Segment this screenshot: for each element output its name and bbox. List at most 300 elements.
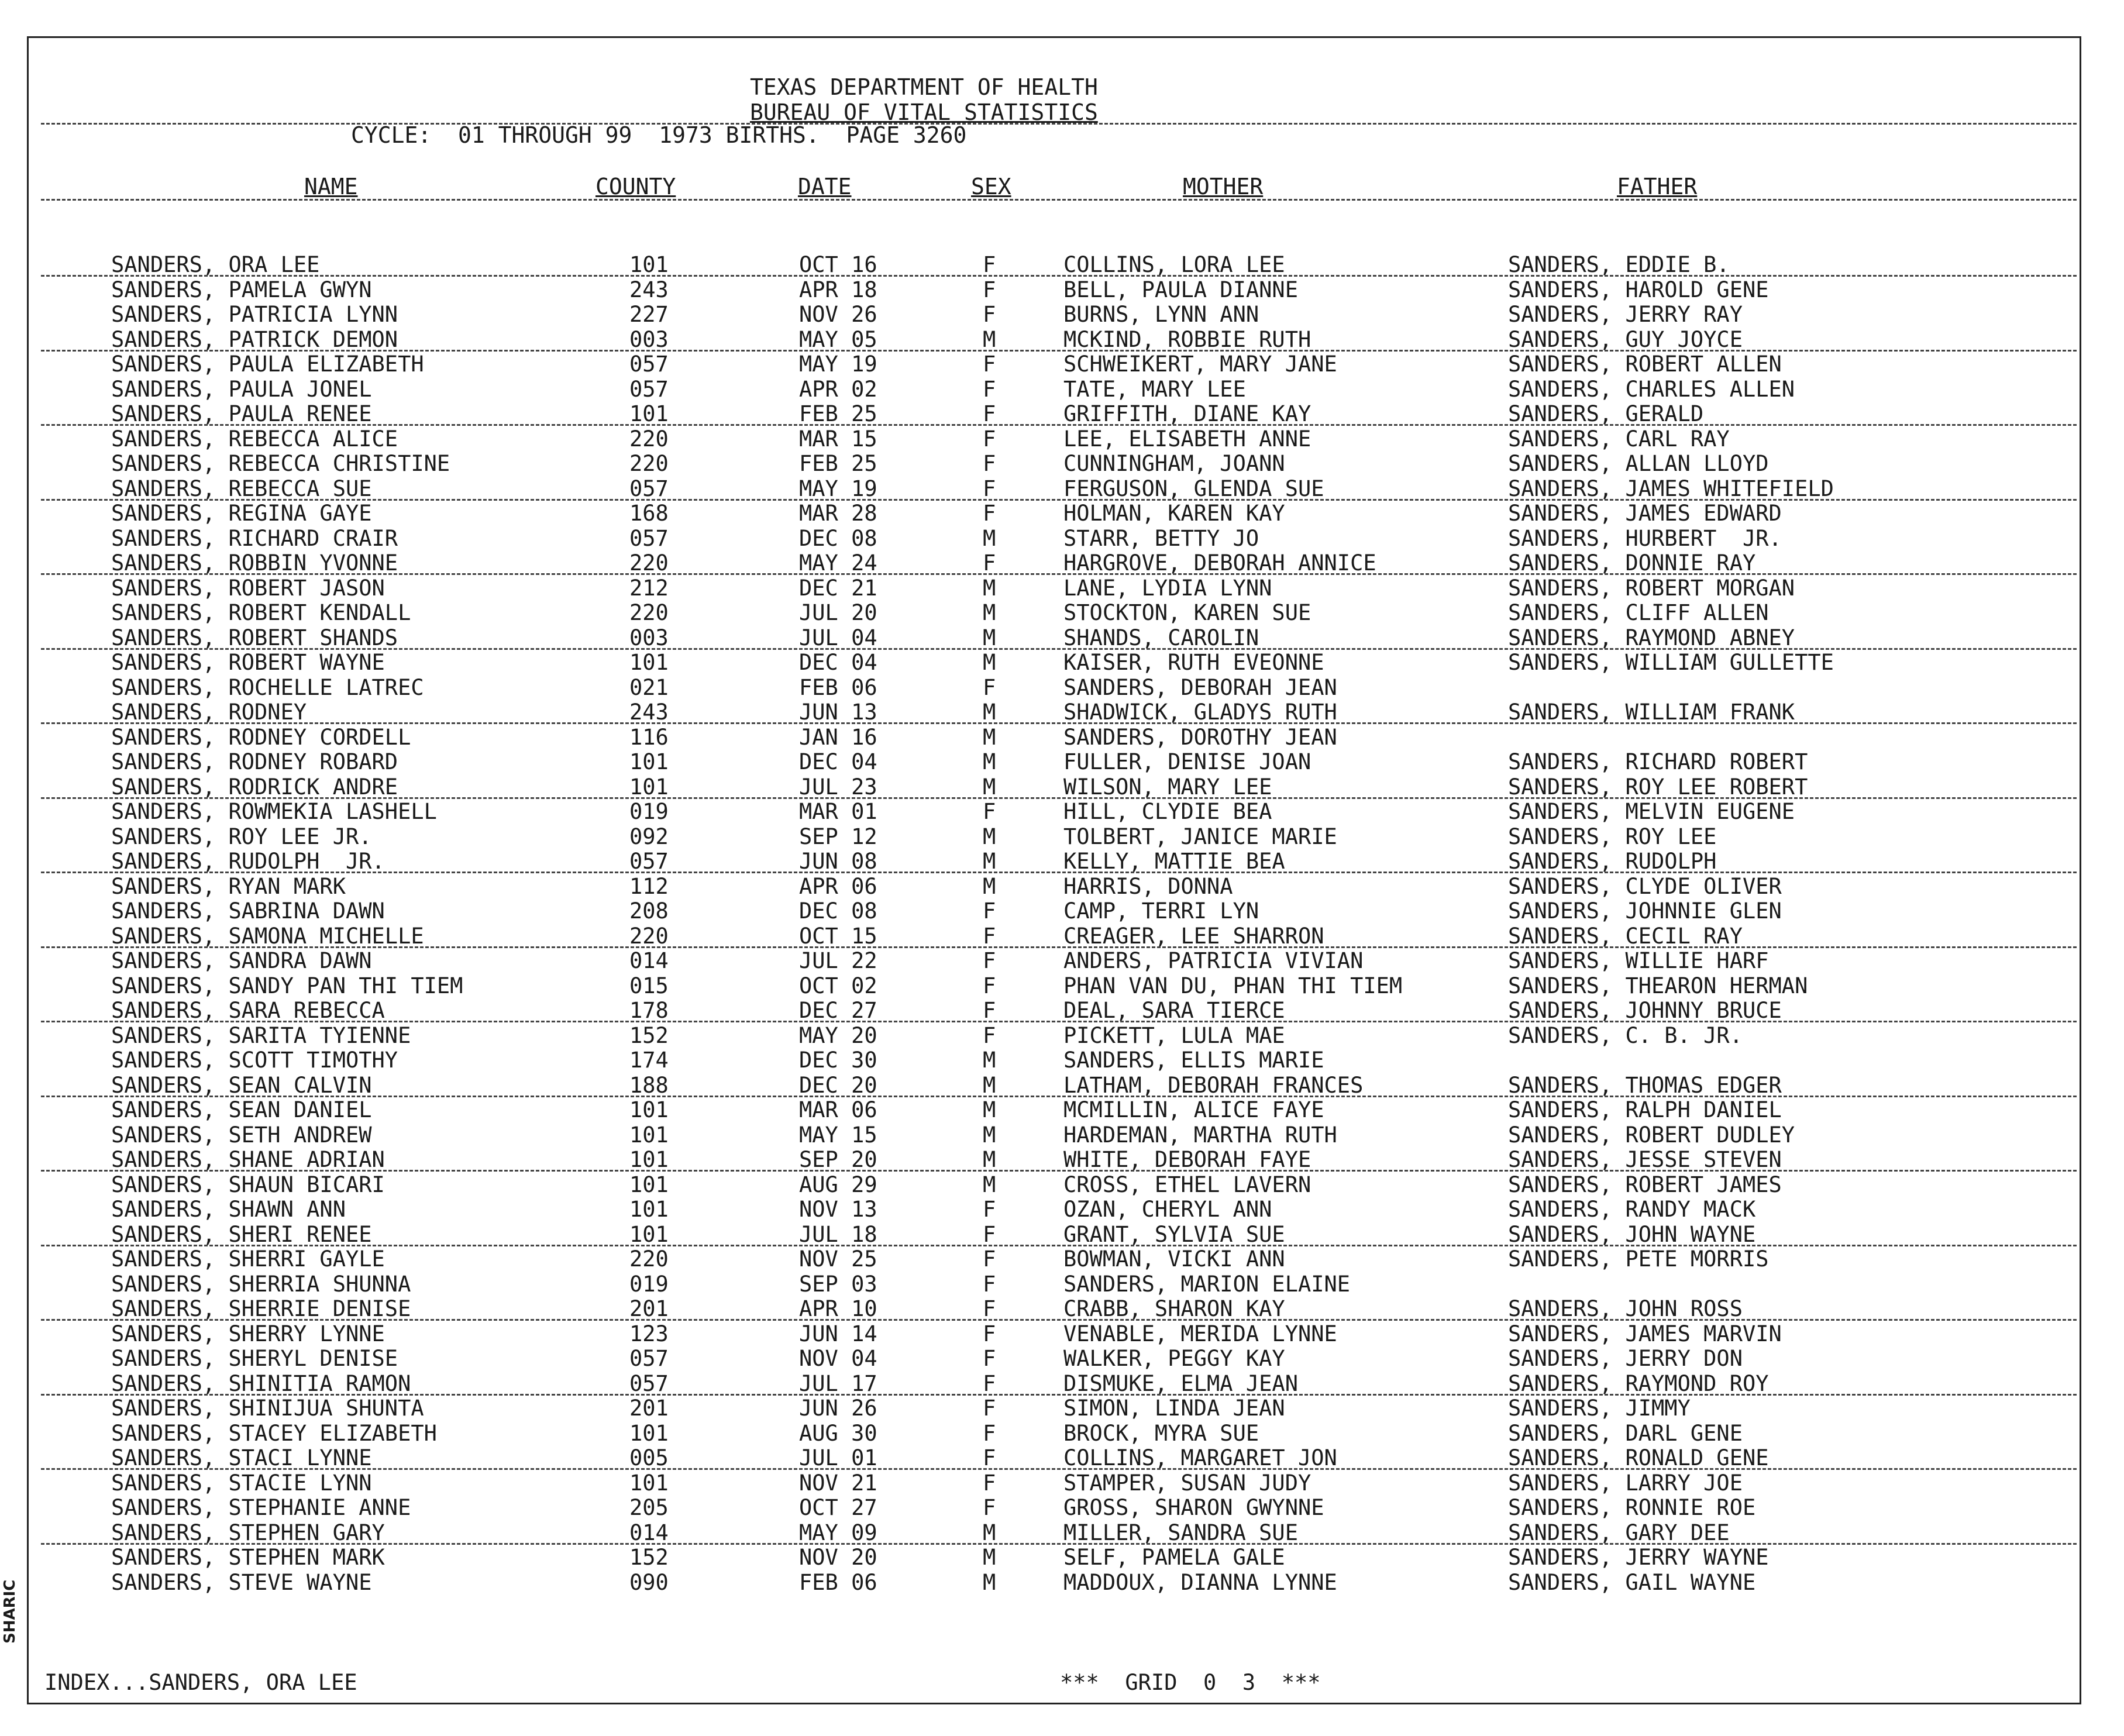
cell-sex: F	[983, 451, 996, 476]
cell-father: SANDERS, EDDIE B.	[1508, 252, 1730, 277]
cell-mother: SANDERS, ELLIS MARIE	[1063, 1048, 1324, 1073]
cell-name: SANDERS, REBECCA CHRISTINE	[111, 451, 450, 476]
cell-county: 101	[629, 1147, 669, 1172]
cell-sex: F	[983, 401, 996, 426]
cell-mother: SCHWEIKERT, MARY JANE	[1063, 352, 1337, 377]
col-name-heading: NAME	[304, 174, 358, 199]
header-subtitle: BUREAU OF VITAL STATISTICS	[750, 99, 1098, 125]
cell-date: FEB 25	[799, 451, 877, 476]
cell-name: SANDERS, PATRICIA LYNN	[111, 302, 398, 327]
cell-sex: M	[983, 1545, 996, 1570]
cell-mother: BURNS, LYNN ANN	[1063, 302, 1259, 327]
cell-date: AUG 29	[799, 1172, 877, 1197]
cell-father: SANDERS, JAMES EDWARD	[1508, 501, 1782, 526]
cell-name: SANDERS, PATRICK DEMON	[111, 327, 398, 352]
cell-mother: COLLINS, LORA LEE	[1063, 252, 1285, 277]
footer-grid: *** GRID 0 3 ***	[1060, 1670, 1321, 1695]
cell-sex: F	[983, 1296, 996, 1321]
cell-date: DEC 21	[799, 576, 877, 601]
cell-sex: F	[983, 277, 996, 302]
cell-county: 101	[629, 1122, 669, 1148]
cell-mother: STAMPER, SUSAN JUDY	[1063, 1470, 1311, 1496]
cell-mother: SIMON, LINDA JEAN	[1063, 1396, 1285, 1421]
cell-mother: WALKER, PEGGY KAY	[1063, 1346, 1285, 1371]
cell-name: SANDERS, STACEY ELIZABETH	[111, 1421, 437, 1446]
cell-name: SANDERS, SHERI RENEE	[111, 1222, 372, 1247]
cell-sex: F	[983, 1246, 996, 1272]
cell-mother: KELLY, MATTIE BEA	[1063, 849, 1285, 874]
cell-date: NOV 20	[799, 1545, 877, 1570]
cell-mother: GROSS, SHARON GWYNNE	[1063, 1495, 1324, 1520]
cell-county: 101	[629, 1470, 669, 1496]
cell-father: SANDERS, THEARON HERMAN	[1508, 973, 1808, 998]
header-rule	[41, 123, 2077, 125]
cell-name: SANDERS, ROCHELLE LATREC	[111, 675, 424, 700]
cell-date: FEB 25	[799, 401, 877, 426]
cell-date: OCT 15	[799, 924, 877, 949]
cell-sex: M	[983, 749, 996, 774]
cell-father: SANDERS, RAYMOND ABNEY	[1508, 625, 1795, 650]
cell-name: SANDERS, RICHARD CRAIR	[111, 526, 398, 551]
cell-mother: WILSON, MARY LEE	[1063, 774, 1272, 800]
cell-name: SANDERS, SANDRA DAWN	[111, 948, 372, 973]
header-title: TEXAS DEPARTMENT OF HEALTH	[750, 74, 1098, 100]
cell-name: SANDERS, SHANE ADRIAN	[111, 1147, 385, 1172]
cell-county: 101	[629, 650, 669, 675]
cell-sex: F	[983, 501, 996, 526]
cell-name: SANDERS, ROBERT SHANDS	[111, 625, 398, 650]
cell-name: SANDERS, ROBBIN YVONNE	[111, 550, 398, 576]
cell-mother: HARDEMAN, MARTHA RUTH	[1063, 1122, 1337, 1148]
col-county-heading: COUNTY	[595, 174, 676, 199]
cell-name: SANDERS, SANDY PAN THI TIEM	[111, 973, 463, 998]
cell-mother: STOCKTON, KAREN SUE	[1063, 600, 1311, 625]
cell-county: 220	[629, 600, 669, 625]
cell-county: 243	[629, 700, 669, 725]
cell-mother: SHADWICK, GLADYS RUTH	[1063, 700, 1337, 725]
cell-mother: SANDERS, DOROTHY JEAN	[1063, 725, 1337, 750]
cell-date: MAY 19	[799, 352, 877, 377]
cell-mother: HOLMAN, KAREN KAY	[1063, 501, 1285, 526]
cell-date: OCT 02	[799, 973, 877, 998]
cell-mother: FERGUSON, GLENDA SUE	[1063, 476, 1324, 501]
cell-date: NOV 13	[799, 1197, 877, 1222]
cell-father: SANDERS, WILLIAM FRANK	[1508, 700, 1795, 725]
cell-sex: F	[983, 1321, 996, 1346]
cell-father: SANDERS, JESSE STEVEN	[1508, 1147, 1782, 1172]
cell-sex: F	[983, 973, 996, 998]
col-father-heading: FATHER	[1617, 174, 1698, 199]
cell-date: JUL 18	[799, 1222, 877, 1247]
cell-county: 021	[629, 675, 669, 700]
cell-father: SANDERS, CECIL RAY	[1508, 924, 1743, 949]
cell-name: SANDERS, STACIE LYNN	[111, 1470, 372, 1496]
cell-sex: M	[983, 1097, 996, 1122]
cell-name: SANDERS, SHINITIA RAMON	[111, 1371, 411, 1396]
cell-mother: DEAL, SARA TIERCE	[1063, 998, 1285, 1023]
cell-name: SANDERS, RYAN MARK	[111, 874, 346, 899]
cell-father: SANDERS, RUDOLPH	[1508, 849, 1717, 874]
cell-sex: F	[983, 1445, 996, 1470]
cell-father: SANDERS, CLIFF ALLEN	[1508, 600, 1769, 625]
cell-name: SANDERS, PAULA ELIZABETH	[111, 352, 424, 377]
cell-sex: M	[983, 824, 996, 849]
cell-name: SANDERS, SHERRIA SHUNNA	[111, 1272, 411, 1297]
cell-mother: ANDERS, PATRICIA VIVIAN	[1063, 948, 1364, 973]
cell-county: 101	[629, 401, 669, 426]
cell-father: SANDERS, HAROLD GENE	[1508, 277, 1769, 302]
cell-mother: MILLER, SANDRA SUE	[1063, 1520, 1298, 1545]
cell-date: DEC 08	[799, 898, 877, 924]
cell-father: SANDERS, CLYDE OLIVER	[1508, 874, 1782, 899]
cell-mother: COLLINS, MARGARET JON	[1063, 1445, 1337, 1470]
cell-mother: CROSS, ETHEL LAVERN	[1063, 1172, 1311, 1197]
col-sex-heading: SEX	[971, 174, 1011, 199]
cell-sex: M	[983, 700, 996, 725]
cell-father: SANDERS, ROBERT JAMES	[1508, 1172, 1782, 1197]
cell-mother: CRABB, SHARON KAY	[1063, 1296, 1285, 1321]
cell-father: SANDERS, LARRY JOE	[1508, 1470, 1743, 1496]
cell-father: SANDERS, ROY LEE ROBERT	[1508, 774, 1808, 800]
cell-mother: DISMUKE, ELMA JEAN	[1063, 1371, 1298, 1396]
cell-sex: M	[983, 774, 996, 800]
col-date-heading: DATE	[798, 174, 852, 199]
cycle-line: CYCLE: 01 THROUGH 99 1973 BIRTHS. PAGE 3260	[351, 122, 967, 148]
cell-mother: LANE, LYDIA LYNN	[1063, 576, 1272, 601]
cell-mother: TOLBERT, JANICE MARIE	[1063, 824, 1337, 849]
cell-date: APR 10	[799, 1296, 877, 1321]
cell-date: MAY 05	[799, 327, 877, 352]
cell-county: 057	[629, 1346, 669, 1371]
cell-name: SANDERS, SHERYL DENISE	[111, 1346, 398, 1371]
cell-father: SANDERS, JERRY DON	[1508, 1346, 1743, 1371]
cell-name: SANDERS, STEVE WAYNE	[111, 1570, 372, 1595]
cell-county: 220	[629, 550, 669, 576]
cell-name: SANDERS, REBECCA SUE	[111, 476, 372, 501]
cell-mother: HARGROVE, DEBORAH ANNICE	[1063, 550, 1376, 576]
cell-date: MAY 09	[799, 1520, 877, 1545]
cell-date: DEC 20	[799, 1073, 877, 1098]
cell-name: SANDERS, ROBERT WAYNE	[111, 650, 385, 675]
cell-father: SANDERS, JAMES MARVIN	[1508, 1321, 1782, 1346]
cell-father: SANDERS, JOHN WAYNE	[1508, 1222, 1756, 1247]
cell-date: MAY 20	[799, 1023, 877, 1048]
cell-date: OCT 16	[799, 252, 877, 277]
cell-father: SANDERS, RAYMOND ROY	[1508, 1371, 1769, 1396]
cell-date: MAR 15	[799, 426, 877, 452]
cell-name: SANDERS, ORA LEE	[111, 252, 320, 277]
cell-mother: TATE, MARY LEE	[1063, 377, 1246, 402]
cell-date: DEC 04	[799, 650, 877, 675]
cell-mother: LEE, ELISABETH ANNE	[1063, 426, 1311, 452]
cell-county: 014	[629, 1520, 669, 1545]
cell-county: 101	[629, 749, 669, 774]
cell-mother: LATHAM, DEBORAH FRANCES	[1063, 1073, 1364, 1098]
heading-rule	[41, 199, 2077, 201]
cell-sex: F	[983, 799, 996, 824]
cell-sex: F	[983, 377, 996, 402]
cell-father: SANDERS, THOMAS EDGER	[1508, 1073, 1782, 1098]
cell-date: DEC 27	[799, 998, 877, 1023]
cell-sex: M	[983, 526, 996, 551]
cell-sex: M	[983, 576, 996, 601]
cell-sex: F	[983, 1421, 996, 1446]
cell-father: SANDERS, JIMMY	[1508, 1396, 1691, 1421]
cell-date: JUN 14	[799, 1321, 877, 1346]
cell-county: 101	[629, 1172, 669, 1197]
cell-father: SANDERS, C. B. JR.	[1508, 1023, 1743, 1048]
cell-father: SANDERS, MELVIN EUGENE	[1508, 799, 1795, 824]
cell-father: SANDERS, ALLAN LLOYD	[1508, 451, 1769, 476]
cell-sex: F	[983, 252, 996, 277]
cell-date: JUL 17	[799, 1371, 877, 1396]
cell-county: 188	[629, 1073, 669, 1098]
cell-mother: VENABLE, MERIDA LYNNE	[1063, 1321, 1337, 1346]
cell-county: 220	[629, 426, 669, 452]
cell-name: SANDERS, SEAN CALVIN	[111, 1073, 372, 1098]
cell-county: 227	[629, 302, 669, 327]
cell-sex: F	[983, 675, 996, 700]
cell-sex: F	[983, 1371, 996, 1396]
cell-county: 205	[629, 1495, 669, 1520]
cell-date: JUL 04	[799, 625, 877, 650]
cell-date: SEP 12	[799, 824, 877, 849]
cell-name: SANDERS, SETH ANDREW	[111, 1122, 372, 1148]
cell-date: JUL 01	[799, 1445, 877, 1470]
cell-father: SANDERS, HURBERT JR.	[1508, 526, 1782, 551]
cell-mother: KAISER, RUTH EVEONNE	[1063, 650, 1324, 675]
cell-mother: SANDERS, MARION ELAINE	[1063, 1272, 1351, 1297]
cell-father: SANDERS, JAMES WHITEFIELD	[1508, 476, 1834, 501]
cell-name: SANDERS, REGINA GAYE	[111, 501, 372, 526]
cell-sex: F	[983, 426, 996, 452]
cell-mother: SELF, PAMELA GALE	[1063, 1545, 1285, 1570]
cell-county: 090	[629, 1570, 669, 1595]
cell-father: SANDERS, ROY LEE	[1508, 824, 1717, 849]
cell-mother: CREAGER, LEE SHARRON	[1063, 924, 1324, 949]
cell-date: JUL 20	[799, 600, 877, 625]
cell-mother: PHAN VAN DU, PHAN THI TIEM	[1063, 973, 1403, 998]
cell-county: 057	[629, 352, 669, 377]
cell-father: SANDERS, ROBERT DUDLEY	[1508, 1122, 1795, 1148]
cell-father: SANDERS, RALPH DANIEL	[1508, 1097, 1782, 1122]
cell-mother: PICKETT, LULA MAE	[1063, 1023, 1285, 1048]
cell-father: SANDERS, WILLIAM GULLETTE	[1508, 650, 1834, 675]
cell-sex: F	[983, 1346, 996, 1371]
row-group-rule	[41, 722, 2077, 724]
cell-county: 212	[629, 576, 669, 601]
cell-mother: SHANDS, CAROLIN	[1063, 625, 1259, 650]
cell-name: SANDERS, ROBERT JASON	[111, 576, 385, 601]
cell-county: 003	[629, 327, 669, 352]
cell-date: MAY 15	[799, 1122, 877, 1148]
cell-sex: F	[983, 998, 996, 1023]
cell-sex: F	[983, 1272, 996, 1297]
cell-county: 101	[629, 1222, 669, 1247]
cell-sex: F	[983, 1396, 996, 1421]
cell-name: SANDERS, SHINIJUA SHUNTA	[111, 1396, 424, 1421]
cell-date: OCT 27	[799, 1495, 877, 1520]
cell-sex: M	[983, 1147, 996, 1172]
cell-county: 174	[629, 1048, 669, 1073]
cell-sex: F	[983, 302, 996, 327]
cell-sex: M	[983, 1172, 996, 1197]
row-group-rule	[41, 573, 2077, 575]
cell-county: 243	[629, 277, 669, 302]
cell-name: SANDERS, STACI LYNNE	[111, 1445, 372, 1470]
cell-county: 019	[629, 1272, 669, 1297]
cell-father: SANDERS, WILLIE HARF	[1508, 948, 1769, 973]
cell-county: 112	[629, 874, 669, 899]
cell-mother: BROCK, MYRA SUE	[1063, 1421, 1259, 1446]
cell-date: SEP 03	[799, 1272, 877, 1297]
cell-date: FEB 06	[799, 1570, 877, 1595]
cell-county: 057	[629, 377, 669, 402]
cell-sex: M	[983, 1520, 996, 1545]
cell-name: SANDERS, SHERRI GAYLE	[111, 1246, 385, 1272]
cell-mother: OZAN, CHERYL ANN	[1063, 1197, 1272, 1222]
cell-sex: F	[983, 898, 996, 924]
cell-father: SANDERS, ROBERT MORGAN	[1508, 576, 1795, 601]
cell-name: SANDERS, RODNEY CORDELL	[111, 725, 411, 750]
cell-name: SANDERS, PAULA RENEE	[111, 401, 372, 426]
cell-date: JUN 08	[799, 849, 877, 874]
cell-county: 220	[629, 451, 669, 476]
cell-county: 101	[629, 774, 669, 800]
row-group-rule	[41, 1170, 2077, 1172]
cell-mother: MADDOUX, DIANNA LYNNE	[1063, 1570, 1337, 1595]
cell-county: 015	[629, 973, 669, 998]
cell-sex: M	[983, 650, 996, 675]
cell-county: 101	[629, 1097, 669, 1122]
cell-date: JUN 13	[799, 700, 877, 725]
cell-date: DEC 04	[799, 749, 877, 774]
cell-county: 101	[629, 1197, 669, 1222]
cell-date: MAR 01	[799, 799, 877, 824]
cell-father: SANDERS, GARY DEE	[1508, 1520, 1730, 1545]
cell-county: 057	[629, 526, 669, 551]
cell-sex: F	[983, 1470, 996, 1496]
cell-sex: M	[983, 600, 996, 625]
cell-mother: MCMILLIN, ALICE FAYE	[1063, 1097, 1324, 1122]
cell-date: JUL 23	[799, 774, 877, 800]
cell-name: SANDERS, PAULA JONEL	[111, 377, 372, 402]
cell-county: 003	[629, 625, 669, 650]
cell-mother: MCKIND, ROBBIE RUTH	[1063, 327, 1311, 352]
cell-county: 005	[629, 1445, 669, 1470]
cell-name: SANDERS, STEPHEN MARK	[111, 1545, 385, 1570]
cell-name: SANDERS, ROWMEKIA LASHELL	[111, 799, 437, 824]
cell-father: SANDERS, RONNIE ROE	[1508, 1495, 1756, 1520]
cell-county: 152	[629, 1545, 669, 1570]
cell-date: NOV 26	[799, 302, 877, 327]
cell-date: AUG 30	[799, 1421, 877, 1446]
cell-sex: F	[983, 1222, 996, 1247]
cell-sex: F	[983, 550, 996, 576]
cell-date: NOV 04	[799, 1346, 877, 1371]
cell-mother: WHITE, DEBORAH FAYE	[1063, 1147, 1311, 1172]
cell-father: SANDERS, DARL GENE	[1508, 1421, 1743, 1446]
cell-mother: CAMP, TERRI LYN	[1063, 898, 1259, 924]
cell-county: 178	[629, 998, 669, 1023]
cell-name: SANDERS, SHERRIE DENISE	[111, 1296, 411, 1321]
cell-county: 208	[629, 898, 669, 924]
cell-sex: M	[983, 327, 996, 352]
cell-sex: M	[983, 725, 996, 750]
cell-sex: M	[983, 874, 996, 899]
row-group-rule	[41, 872, 2077, 873]
cell-father: SANDERS, JOHN ROSS	[1508, 1296, 1743, 1321]
cell-father: SANDERS, GUY JOYCE	[1508, 327, 1743, 352]
cell-sex: F	[983, 1197, 996, 1222]
cell-county: 057	[629, 849, 669, 874]
cell-name: SANDERS, RODNEY ROBARD	[111, 749, 398, 774]
cell-date: APR 06	[799, 874, 877, 899]
cell-name: SANDERS, SARA REBECCA	[111, 998, 385, 1023]
cell-county: 057	[629, 476, 669, 501]
cell-mother: CUNNINGHAM, JOANN	[1063, 451, 1285, 476]
cell-father: SANDERS, PETE MORRIS	[1508, 1246, 1769, 1272]
cell-date: MAY 19	[799, 476, 877, 501]
cell-county: 019	[629, 799, 669, 824]
cell-name: SANDERS, STEPHEN GARY	[111, 1520, 385, 1545]
cell-father: SANDERS, RICHARD ROBERT	[1508, 749, 1808, 774]
cell-father: SANDERS, JOHNNIE GLEN	[1508, 898, 1782, 924]
cell-sex: F	[983, 476, 996, 501]
cell-mother: SANDERS, DEBORAH JEAN	[1063, 675, 1337, 700]
cell-county: 168	[629, 501, 669, 526]
cell-name: SANDERS, PAMELA GWYN	[111, 277, 372, 302]
cell-date: APR 18	[799, 277, 877, 302]
cell-father: SANDERS, GERALD	[1508, 401, 1704, 426]
cell-father: SANDERS, CARL RAY	[1508, 426, 1730, 452]
cell-sex: M	[983, 1073, 996, 1098]
cell-name: SANDERS, SEAN DANIEL	[111, 1097, 372, 1122]
cell-father: SANDERS, RANDY MACK	[1508, 1197, 1756, 1222]
cell-father: SANDERS, JOHNNY BRUCE	[1508, 998, 1782, 1023]
row-group-rule	[41, 1021, 2077, 1022]
cell-date: SEP 20	[799, 1147, 877, 1172]
row-group-rule	[41, 275, 2077, 277]
cell-name: SANDERS, SABRINA DAWN	[111, 898, 385, 924]
cell-father: SANDERS, DONNIE RAY	[1508, 550, 1756, 576]
cell-name: SANDERS, ROY LEE JR.	[111, 824, 372, 849]
cell-mother: STARR, BETTY JO	[1063, 526, 1259, 551]
cell-name: SANDERS, SAMONA MICHELLE	[111, 924, 424, 949]
cell-county: 092	[629, 824, 669, 849]
cell-date: DEC 08	[799, 526, 877, 551]
col-mother-heading: MOTHER	[1183, 174, 1264, 199]
cell-name: SANDERS, ROBERT KENDALL	[111, 600, 411, 625]
cell-date: MAR 28	[799, 501, 877, 526]
cell-mother: FULLER, DENISE JOAN	[1063, 749, 1311, 774]
cell-name: SANDERS, STEPHANIE ANNE	[111, 1495, 411, 1520]
cell-date: FEB 06	[799, 675, 877, 700]
cell-name: SANDERS, RODNEY	[111, 700, 307, 725]
row-group-rule	[41, 1319, 2077, 1321]
cell-sex: M	[983, 1048, 996, 1073]
cell-date: DEC 30	[799, 1048, 877, 1073]
cell-county: 220	[629, 1246, 669, 1272]
cell-county: 123	[629, 1321, 669, 1346]
cell-county: 014	[629, 948, 669, 973]
cell-date: NOV 25	[799, 1246, 877, 1272]
cell-father: SANDERS, RONALD GENE	[1508, 1445, 1769, 1470]
cell-name: SANDERS, SCOTT TIMOTHY	[111, 1048, 398, 1073]
cell-date: JUN 26	[799, 1396, 877, 1421]
cell-name: SANDERS, SARITA TYIENNE	[111, 1023, 411, 1048]
cell-name: SANDERS, RUDOLPH JR.	[111, 849, 385, 874]
